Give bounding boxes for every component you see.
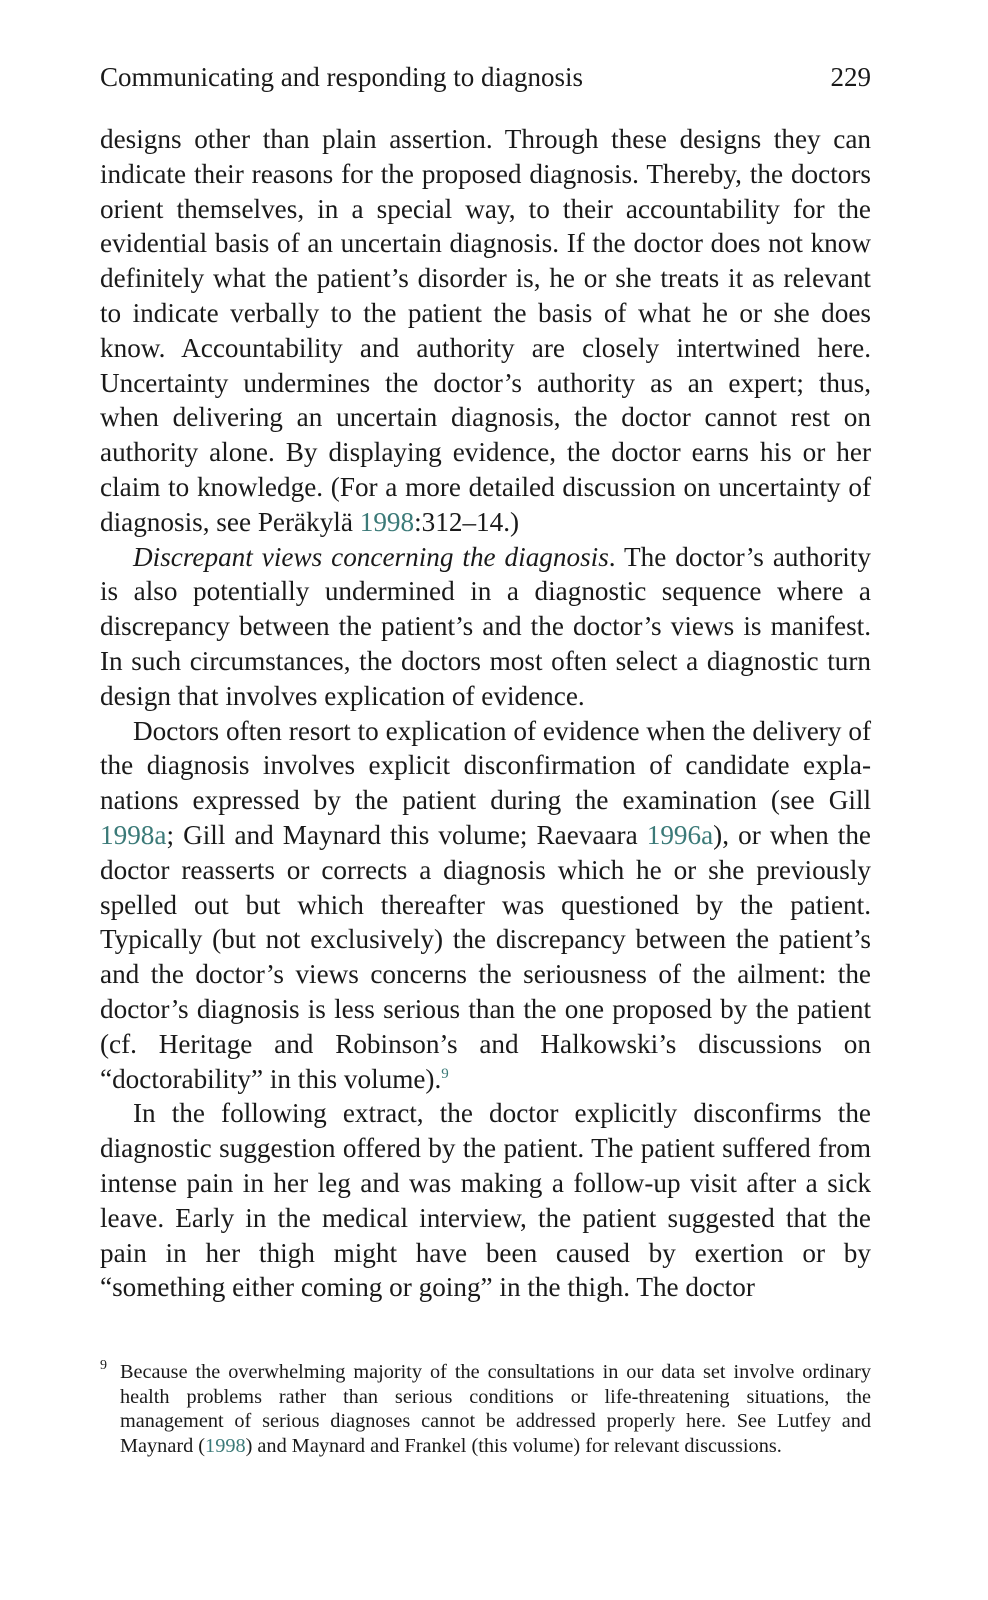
footnote-9 — [100, 1360, 871, 1458]
citation-link[interactable]: 1998 — [359, 506, 415, 537]
paragraph-3-text: Doctors often resort to explication of evidence when the delivery of the diagnosis involves explicit disconfirmation of candidate explanations expressed by the patient during the examination (see Gill — [100, 715, 871, 816]
paragraph-1 — [100, 122, 871, 540]
page-number: 229 — [830, 62, 871, 92]
paragraph-4 — [100, 1096, 871, 1305]
paragraph-2 — [100, 540, 871, 714]
paragraph-2-text: . The doctor’s authority is also potentially undermined in a diagnostic sequence where a discrepancy between the patient’s and the doctor’s views is manifest. In such circumstances, the doctors most often select a diagnostic turn design that involves explication of evidence. — [100, 541, 871, 711]
citation-link[interactable]: 1998a — [100, 819, 167, 850]
paragraph-3-text-end: ), or when the doctor reasserts or corrects a diagnosis which he or she previously spelled out but which thereafter was questioned by the patient. Typically (but not exclusively) the discrepancy between the patient’s and the doctor’s views concerns the seriousness of the ailment: the doctor’s diagnosis is less serious than the one proposed by the patient (cf. Heritage and Robinson’s and Halkowski’s discussions on “doctorability” in this volume). — [100, 819, 871, 1094]
paragraph-3 — [100, 714, 871, 1097]
main-text — [100, 122, 871, 1305]
citation-link[interactable]: 1996a — [646, 819, 714, 850]
citation-link[interactable]: 1998 — [205, 1434, 246, 1457]
footnote-text: Because the overwhelming majority of the consultations in our data set involve ordinary health problems rather than serious conditions or life-threatening situations, the management of serious diagnoses cannot be addressed properly here. See Lutfey and Maynard ( — [120, 1361, 871, 1457]
footnote-reference[interactable]: 9 — [441, 1065, 449, 1082]
running-header — [100, 62, 871, 96]
paragraph-3-text-mid: ; Gill and Maynard this volume; Raevaara — [166, 819, 647, 850]
running-title: Communicating and responding to diagnosis — [100, 62, 583, 92]
paragraph-1-text: designs other than plain assertion. Through these designs they can indicate their reasons for the proposed diagnosis. Thereby, the doctors orient themselves, in a special way, to their accountability for the evidential basis of an uncertain diagnosis. If the doctor does not know definitely what the patient’s disorder is, he or she treats it as relevant to indicate verbally to the patient the basis of what he or she does know. Accountability and authority are closely intertwined here. Uncertainty undermines the doctor’s authority as an expert; thus, when delivering an uncertain diagnosis, the doctor cannot rest on authority alone. By displaying evidence, the doctor earns his or her claim to knowledge. (For a more detailed discussion on uncertainty of diagnosis, see Peräkylä — [100, 124, 871, 537]
section-run-in-heading: Discrepant views concerning the diagnosis — [133, 541, 609, 572]
footnotes — [100, 1360, 871, 1458]
footnote-mark: 9 — [100, 1358, 107, 1373]
footnote-text-end: ) and Maynard and Frankel (this volume) for relevant discussions. — [245, 1434, 782, 1457]
paragraph-4-text: In the following extract, the doctor explicitly disconfirms the diagnostic suggestion offered by the patient. The patient suffered from intense pain in her leg and was making a follow-up visit after a sick leave. Early in the medical interview, the patient suggested that the pain in her thigh might have been caused by exertion or by “something either coming or going” in the thigh. The doctor — [100, 1098, 871, 1303]
paragraph-1-text-end: :312–14.) — [414, 506, 520, 537]
